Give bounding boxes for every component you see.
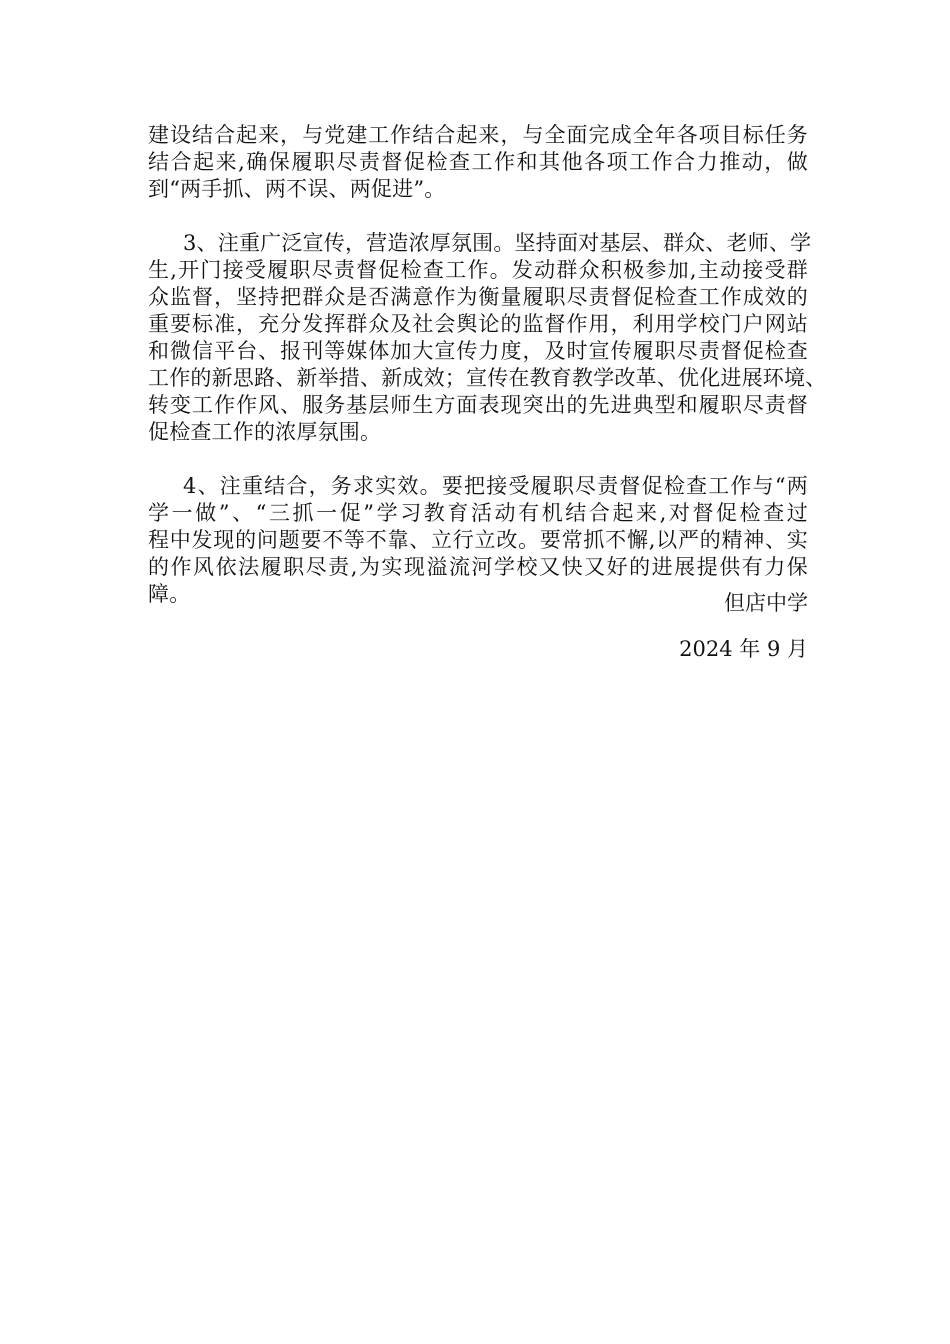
paragraph-continuation <box>148 122 808 203</box>
text-line: 工作的新思路、新举措、新成效；宣传在教育教学改革、优化进展环境、 <box>148 366 827 390</box>
paragraph-effectiveness <box>148 473 808 608</box>
text-line: 转变工作作风、服务基层师生方面表现突出的先进典型和履职尽责督 <box>148 393 808 417</box>
text-line: 结合起来,确保履职尽责督促检查工作和其他各项工作合力推动，做 <box>148 150 808 174</box>
text-line: 学一做”、“三抓一促”学习教育活动有机结合起来,对督促检查过 <box>148 501 808 525</box>
text-line: 促检查工作的浓厚氛围。 <box>148 420 382 444</box>
text-line: 和微信平台、报刊等媒体加大宣传力度，及时宣传履职尽责督促检查 <box>148 339 808 363</box>
document-body <box>148 122 827 635</box>
text-line: 3、注重广泛宣传，营造浓厚氛围。坚持面对基层、群众、老师、学 <box>183 231 812 255</box>
text-line: 4、注重结合，务求实效。要把接受履职尽责督促检查工作与“两 <box>183 474 808 498</box>
signature-organization: 但店中学 <box>724 591 808 615</box>
text-line: 众监督，坚持把群众是否满意作为衡量履职尽责督促检查工作成效的 <box>148 285 808 309</box>
text-line: 障。 <box>148 582 191 606</box>
text-line: 到“两手抓、两不误、两促进”。 <box>148 177 446 201</box>
text-line: 的作风依法履职尽责,为实现溢流河学校又快又好的进展提供有力保 <box>148 555 808 579</box>
paragraph-publicity <box>148 230 827 446</box>
signature-date: 2024 年 9 月 <box>679 637 808 661</box>
text-line: 重要标准，充分发挥群众及社会舆论的监督作用，利用学校门户网站 <box>148 312 808 336</box>
text-line: 程中发现的问题要不等不靠、立行立改。要常抓不懈,以严的精神、实 <box>148 528 808 552</box>
text-line: 生,开门接受履职尽责督促检查工作。发动群众积极参加,主动接受群 <box>148 258 808 282</box>
text-line: 建设结合起来，与党建工作结合起来，与全面完成全年各项目标任务 <box>148 123 808 147</box>
